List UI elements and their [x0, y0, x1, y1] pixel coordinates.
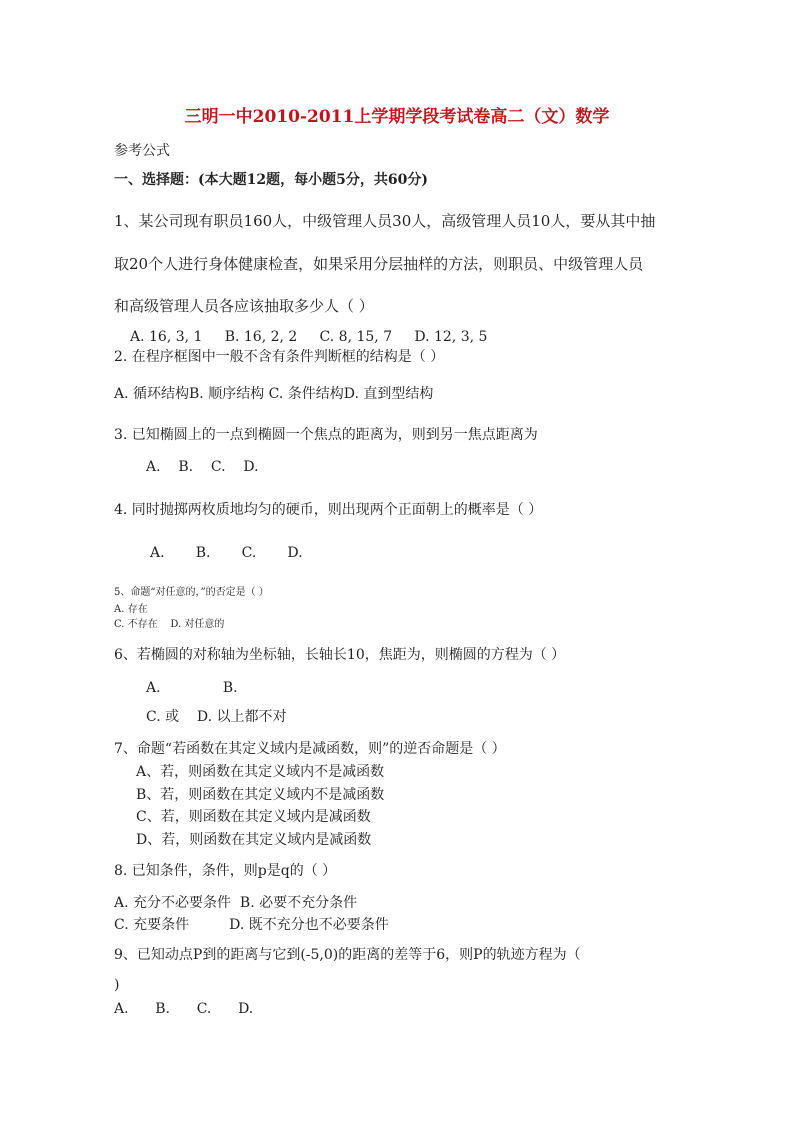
question-4-options: A. B. C. D.	[150, 545, 303, 561]
question-9-line-2: )	[114, 977, 120, 993]
question-6-stem: 6、若椭圆的对称轴为坐标轴，长轴长10，焦距为，则椭圆的方程为（ ）	[114, 647, 566, 663]
question-5-option-a: A. 存在	[114, 604, 148, 615]
question-4-stem: 4. 同时抛掷两枚质地均匀的硬币，则出现两个正面朝上的概率是（ ）	[114, 502, 543, 518]
reference-formula-label: 参考公式	[114, 143, 170, 159]
question-1-line-1: 1、某公司现有职员160人，中级管理人员30人，高级管理人员10人，要从其中抽	[114, 212, 656, 230]
question-8-options-ab: A. 充分不必要条件 B. 必要不充分条件	[114, 895, 358, 911]
question-5-stem: 5、命题“对任意的，”的否定是（ ）	[114, 587, 269, 598]
exam-title: 三明一中2010-2011上学期学段考试卷高二（文）数学	[184, 107, 610, 127]
question-7-stem: 7、命题“若函数在其定义域内是减函数，则”的逆否命题是（ ）	[114, 741, 506, 757]
question-7-option-c: C、若，则函数在其定义域内是减函数	[136, 809, 371, 825]
question-8-stem: 8. 已知条件，条件，则p是q的（ ）	[114, 863, 337, 879]
question-3-options: A. B. C. D.	[146, 459, 259, 475]
question-7-option-b: B、若，则函数在其定义域内不是减函数	[136, 787, 385, 803]
question-2-options: A. 循环结构B. 顺序结构 C. 条件结构D. 直到型结构	[114, 386, 434, 402]
question-1-line-2: 取20个人进行身体健康检查，如果采用分层抽样的方法，则职员、中级管理人员	[114, 255, 644, 273]
question-1-options: A. 16, 3, 1 B. 16, 2, 2 C. 8, 15, 7 D. 12, 3, 5	[130, 329, 488, 345]
question-3-stem: 3. 已知椭圆上的一点到椭圆一个焦点的距离为，则到另一焦点距离为	[114, 427, 538, 443]
section-heading-choice: 一、选择题：(本大题12题，每小题5分，共60分)	[114, 172, 428, 188]
question-5-options-cd: C. 不存在 D. 对任意的	[114, 619, 225, 630]
question-6-options-ab: A. B.	[146, 680, 238, 696]
question-9-options: A. B. C. D.	[114, 1001, 254, 1017]
question-6-options-cd: C. 或 D. 以上都不对	[146, 709, 287, 725]
question-8-options-cd: C. 充要条件 D. 既不充分也不必要条件	[114, 917, 389, 933]
question-7-option-a: A、若，则函数在其定义域内不是减函数	[136, 764, 385, 780]
question-9-line-1: 9、已知动点P到的距离与它到(-5,0)的距离的差等于6，则P的轨迹方程为（	[114, 947, 581, 963]
question-7-option-d: D、若，则函数在其定义域内是减函数	[136, 832, 372, 848]
question-2-stem: 2. 在程序框图中一般不含有条件判断框的结构是（ ）	[114, 349, 445, 365]
question-1-line-3: 和高级管理人员各应该抽取多少人（ ）	[114, 297, 374, 315]
